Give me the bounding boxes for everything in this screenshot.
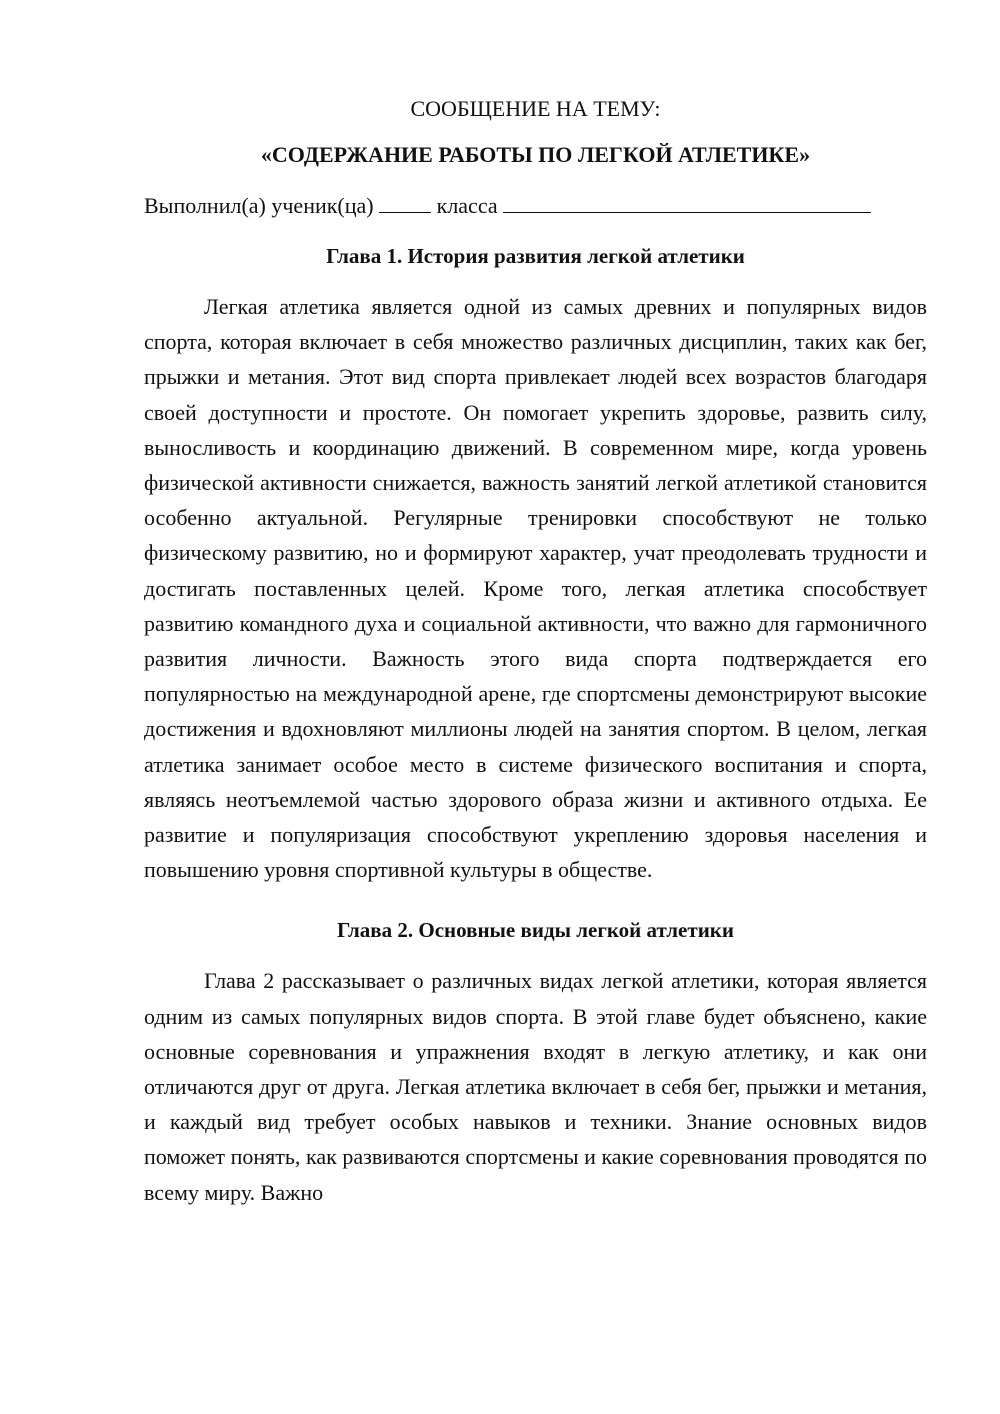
author-line-middle: класса xyxy=(436,193,498,218)
chapter-1-paragraph: Легкая атлетика является одной из самых древних и популярных видов спорта, которая включает в себя множество различных дисциплин, таких как бег, прыжки и метания. Этот вид спорта привлекает людей всех возрастов благодаря своей доступности и простоте. Он помогает укрепить здоровье, развить силу, выносливость и координацию движений. В современном мире, когда уровень физической активности снижается, важность занятий легкой атлетикой становится особенно актуальной. Регулярные тренировки способствуют не только физическому развитию, но и формируют характер, учат преодолевать трудности и достигать поставленных целей. Кроме того, легкая атлетика способствует развитию командного духа и социальной активности, что важно для гармоничного развития личности. Важность этого вида спорта подтверждается его популярностью на международной арене, где спортсмены демонстрируют высокие достижения и вдохновляют миллионы людей на занятия спортом. В целом, легкая атлетика занимает особое место в системе физического воспитания и спорта, являясь неотъемлемой частью здорового образа жизни и активного отдыха. Ее развитие и популяризация способствуют укреплению здоровья населения и повышению уровня спортивной культуры в обществе. xyxy=(144,294,927,883)
author-line xyxy=(144,190,927,221)
document-subtitle: «СОДЕРЖАНИЕ РАБОТЫ ПО ЛЕГКОЙ АТЛЕТИКЕ» xyxy=(260,142,811,167)
document-title: СООБЩЕНИЕ НА ТЕМУ: xyxy=(410,96,661,121)
document-content xyxy=(144,94,927,1210)
name-blank xyxy=(503,190,871,213)
chapter-2-title: Глава 2. Основные виды легкой атлетики xyxy=(337,918,734,943)
grade-blank xyxy=(379,190,431,213)
chapter-1-title: Глава 1. История развития легкой атлетики xyxy=(326,244,745,268)
author-line-prefix: Выполнил(а) ученик(ца) xyxy=(144,193,374,218)
chapter-2-paragraph: Глава 2 рассказывает о различных видах легкой атлетики, которая является одним из самых популярных видов спорта. В этой главе будет объяснено, какие основные соревнования и упражнения входят в легкую атлетику, и как они отличаются друг от друга. Легкая атлетика включает в себя бег, прыжки и метания, и каждый вид требует особых навыков и техники. Знание основных видов поможет понять, как развиваются спортсмены и какие соревнования проводятся по всему миру. Важно xyxy=(144,968,927,1205)
